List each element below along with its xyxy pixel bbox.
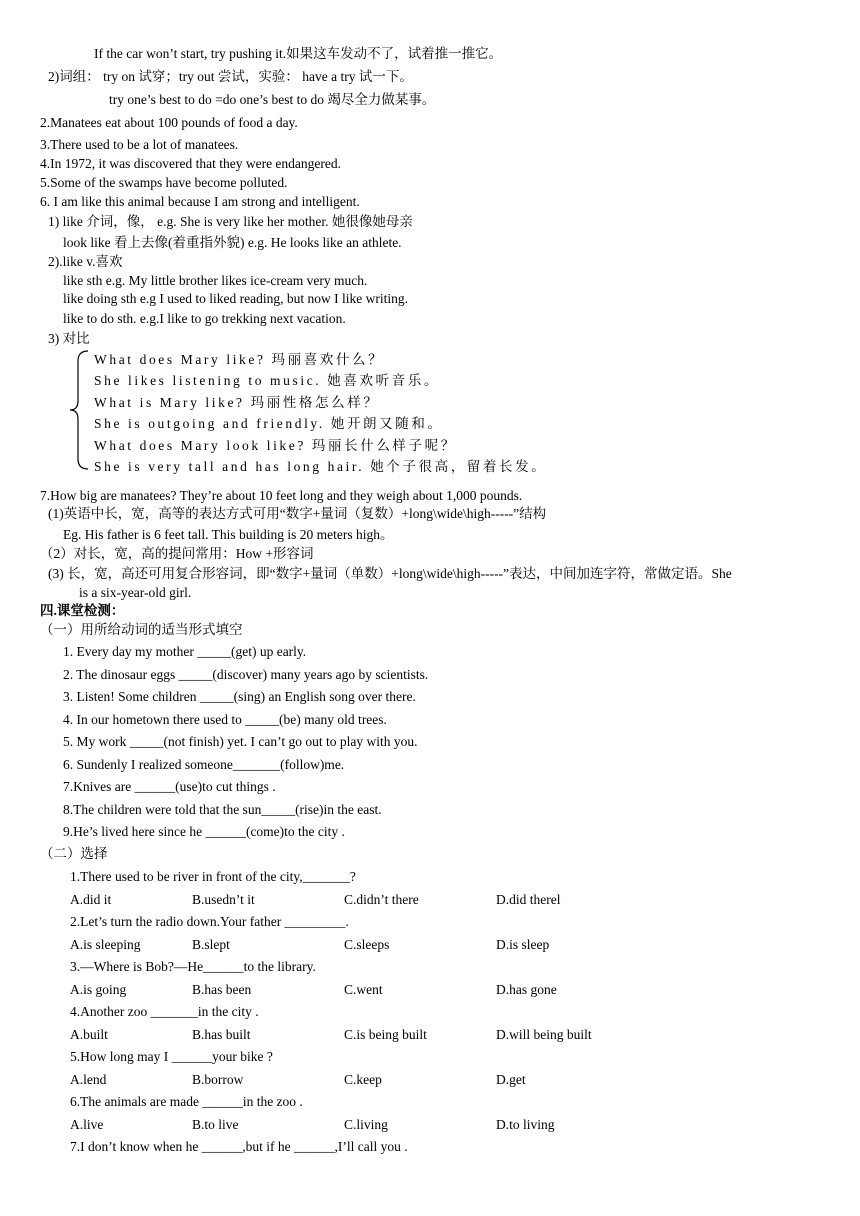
choice-option-b: B.has built [192, 1027, 251, 1042]
part2-title: （二）选择 [40, 846, 108, 861]
like-note-1: 1) like 介词，像， e.g. She is very like her mother. 她很像她母亲 [48, 214, 413, 229]
point-7-example: Eg. His father is 6 feet tall. This building is 20 meters high。 [63, 527, 394, 542]
choice-option-c: C.didn’t there [344, 892, 419, 907]
fill-blank-item: 9.He’s lived here since he ______(come)to the city . [63, 824, 345, 839]
point-7-note-2: （2）对长，宽，高的提问常用：How +形容词 [40, 546, 314, 561]
point-7: 7.How big are manatees? They’re about 10 feet long and they weigh about 1,000 pounds. [40, 488, 523, 503]
intro-line-3: try one’s best to do =do one’s best to do 竭尽全力做某事。 [109, 92, 436, 107]
choice-option-c: C.living [344, 1117, 388, 1132]
compare-line-4: She is outgoing and friendly. 她开朗又随和。 [94, 416, 444, 431]
fill-blank-item: 5. My work _____(not finish) yet. I can’t go out to play with you. [63, 734, 418, 749]
compare-line-5: What does Mary look like? 玛丽长什么样子呢？ [94, 438, 457, 453]
choice-option-a: A.did it [70, 892, 112, 907]
choice-option-d: D.has gone [496, 982, 557, 997]
section-title: 四.课堂检测： [40, 603, 125, 618]
choice-option-b: B.usedn’t it [192, 892, 255, 907]
fill-blank-item: 7.Knives are ______(use)to cut things . [63, 779, 276, 794]
choice-option-a: A.is sleeping [70, 937, 141, 952]
choice-option-a: A.is going [70, 982, 127, 997]
point-7-note-3: (3) 长，宽，高还可用复合形容词，即“数字+量词（单数）+long\wide\high-----”表达，中间加连字符，常做定语。She [48, 566, 732, 581]
choice-question: 7.I don’t know when he ______,but if he ______,I’ll call you . [70, 1139, 408, 1154]
part1-title: （一）用所给动词的适当形式填空 [40, 622, 243, 637]
choice-option-b: B.to live [192, 1117, 239, 1132]
choice-question: 4.Another zoo _______in the city . [70, 1004, 259, 1019]
choice-option-d: D.is sleep [496, 937, 550, 952]
fill-blank-item: 6. Sundenly I realized someone_______(follow)me. [63, 757, 345, 772]
like-note-7: 3) 对比 [48, 331, 90, 346]
choice-question: 3.—Where is Bob?—He______to the library. [70, 959, 316, 974]
compare-line-3: What is Mary like? 玛丽性格怎么样？ [94, 395, 380, 410]
choice-option-a: A.lend [70, 1072, 107, 1087]
fill-blank-item: 2. The dinosaur eggs _____(discover) many years ago by scientists. [63, 667, 429, 682]
choice-option-d: D.did therel [496, 892, 561, 907]
like-note-2: look like 看上去像(着重指外貌) e.g. He looks like an athlete. [63, 235, 402, 250]
choice-option-d: D.to living [496, 1117, 555, 1132]
choice-option-c: C.is being built [344, 1027, 427, 1042]
compare-line-6: She is very tall and has long hair. 她个子很高，留着长发。 [94, 459, 548, 474]
fill-blank-item: 4. In our hometown there used to _____(be) many old trees. [63, 712, 387, 727]
choice-option-d: D.get [496, 1072, 526, 1087]
point-7-note-3-cont: is a six-year-old girl. [79, 585, 192, 600]
point-7-note-1: (1)英语中长，宽，高等的表达方式可用“数字+量词（复数）+long\wide\high-----”结构 [48, 506, 547, 521]
point-2: 2.Manatees eat about 100 pounds of food a day. [40, 115, 298, 130]
choice-option-a: A.live [70, 1117, 104, 1132]
choice-question: 6.The animals are made ______in the zoo . [70, 1094, 303, 1109]
choice-question: 5.How long may I ______your bike ? [70, 1049, 273, 1064]
choice-option-b: B.borrow [192, 1072, 244, 1087]
intro-line-2: 2)词组： try on 试穿；try out 尝试，实验： have a try 试一下。 [48, 69, 413, 84]
fill-blank-item: 8.The children were told that the sun_____(rise)in the east. [63, 802, 382, 817]
choice-option-a: A.built [70, 1027, 108, 1042]
choice-option-c: C.keep [344, 1072, 382, 1087]
choice-option-b: B.slept [192, 937, 230, 952]
point-4: 4.In 1972, it was discovered that they were endangered. [40, 156, 342, 171]
fill-blank-item: 1. Every day my mother _____(get) up early. [63, 644, 307, 659]
intro-line-1: If the car won’t start, try pushing it.如果这车发动不了，试着推一推它。 [94, 46, 503, 61]
point-6: 6. I am like this animal because I am strong and intelligent. [40, 194, 360, 209]
choice-option-b: B.has been [192, 982, 252, 997]
like-note-6: like to do sth. e.g.I like to go trekking next vacation. [63, 311, 346, 326]
like-note-4: like sth e.g. My little brother likes ice-cream very much. [63, 273, 368, 288]
like-note-3: 2).like v.喜欢 [48, 254, 123, 269]
choice-option-c: C.sleeps [344, 937, 390, 952]
fill-blank-item: 3. Listen! Some children _____(sing) an English song over there. [63, 689, 416, 704]
choice-question: 1.There used to be river in front of the city,_______? [70, 869, 356, 884]
left-brace-icon [66, 349, 92, 471]
compare-line-1: What does Mary like? 玛丽喜欢什么？ [94, 352, 385, 367]
choice-option-c: C.went [344, 982, 383, 997]
compare-line-2: She likes listening to music. 她喜欢听音乐。 [94, 373, 440, 388]
like-note-5: like doing sth e.g I used to liked reading, but now I like writing. [63, 291, 408, 306]
choice-question: 2.Let’s turn the radio down.Your father _________. [70, 914, 349, 929]
choice-option-d: D.will being built [496, 1027, 592, 1042]
point-3: 3.There used to be a lot of manatees. [40, 137, 239, 152]
point-5: 5.Some of the swamps have become polluted. [40, 175, 288, 190]
